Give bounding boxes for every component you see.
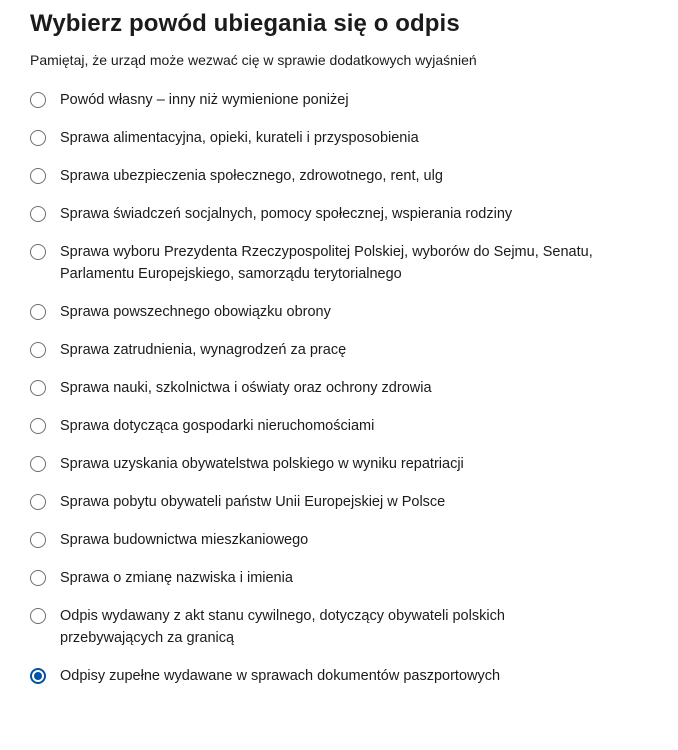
radio-option-label[interactable]: Sprawa zatrudnienia, wynagrodzeń za pracę <box>60 342 347 358</box>
radio-option-citizens-abroad[interactable] <box>30 606 678 649</box>
radio-button-icon[interactable] <box>30 380 46 396</box>
radio-button-icon[interactable] <box>30 494 46 510</box>
radio-option-own-reason[interactable] <box>30 90 678 111</box>
radio-option-label[interactable]: Odpis wydawany z akt stanu cywilnego, dotyczący obywateli polskich przebywających za granicą <box>60 608 505 646</box>
radio-button-icon[interactable] <box>30 130 46 146</box>
radio-button-icon[interactable] <box>30 532 46 548</box>
radio-button-icon[interactable] <box>30 92 46 108</box>
radio-button-icon[interactable] <box>30 342 46 358</box>
radio-button-icon[interactable] <box>30 304 46 320</box>
radio-button-icon[interactable] <box>30 418 46 434</box>
radio-option-employment[interactable] <box>30 340 678 361</box>
radio-option-insurance[interactable] <box>30 166 678 187</box>
radio-option-repatriation[interactable] <box>30 454 678 475</box>
radio-option-defense[interactable] <box>30 302 678 323</box>
radio-option-name-change[interactable] <box>30 568 678 589</box>
radio-option-label[interactable]: Powód własny – inny niż wymienione poniżej <box>60 92 349 108</box>
radio-option-alimony[interactable] <box>30 128 678 149</box>
radio-option-elections[interactable] <box>30 242 678 285</box>
radio-button-icon[interactable] <box>30 206 46 222</box>
radio-button-checked-icon[interactable] <box>30 668 46 684</box>
radio-option-label[interactable]: Sprawa pobytu obywateli państw Unii Europejskiej w Polsce <box>60 494 446 510</box>
radio-option-housing[interactable] <box>30 530 678 551</box>
radio-option-label[interactable]: Sprawa ubezpieczenia społecznego, zdrowotnego, rent, ulg <box>60 168 443 184</box>
radio-button-icon[interactable] <box>30 168 46 184</box>
radio-option-label[interactable]: Odpisy zupełne wydawane w sprawach dokumentów paszportowych <box>60 668 501 684</box>
radio-option-label[interactable]: Sprawa alimentacyjna, opieki, kurateli i przysposobienia <box>60 130 419 146</box>
radio-option-label[interactable]: Sprawa o zmianę nazwiska i imienia <box>60 570 293 586</box>
radio-option-eu-residence[interactable] <box>30 492 678 513</box>
radio-option-passport-documents[interactable] <box>30 666 678 687</box>
radio-option-label[interactable]: Sprawa świadczeń socjalnych, pomocy społecznej, wspierania rodziny <box>60 206 513 222</box>
radio-option-label[interactable]: Sprawa budownictwa mieszkaniowego <box>60 532 309 548</box>
radio-option-education[interactable] <box>30 378 678 399</box>
radio-option-label[interactable]: Sprawa dotycząca gospodarki nieruchomościami <box>60 418 375 434</box>
radio-option-label[interactable]: Sprawa powszechnego obowiązku obrony <box>60 304 331 320</box>
radio-option-label[interactable]: Sprawa nauki, szkolnictwa i oświaty oraz ochrony zdrowia <box>60 380 432 396</box>
radio-button-icon[interactable] <box>30 244 46 260</box>
radio-option-label[interactable]: Sprawa wyboru Prezydenta Rzeczypospolitej Polskiej, wyborów do Sejmu, Senatu, Parlamentu Europejskiego, samorządu terytorialnego <box>60 244 593 282</box>
radio-option-label[interactable]: Sprawa uzyskania obywatelstwa polskiego w wyniku repatriacji <box>60 456 464 472</box>
radio-button-icon[interactable] <box>30 456 46 472</box>
page-title: Wybierz powód ubiegania się o odpis <box>30 10 460 37</box>
radio-button-icon[interactable] <box>30 608 46 624</box>
radio-option-social-benefits[interactable] <box>30 204 678 225</box>
page-subtitle: Pamiętaj, że urząd może wezwać cię w sprawie dodatkowych wyjaśnień <box>30 52 477 68</box>
radio-option-real-estate[interactable] <box>30 416 678 437</box>
reason-radio-group <box>30 90 678 687</box>
radio-button-icon[interactable] <box>30 570 46 586</box>
